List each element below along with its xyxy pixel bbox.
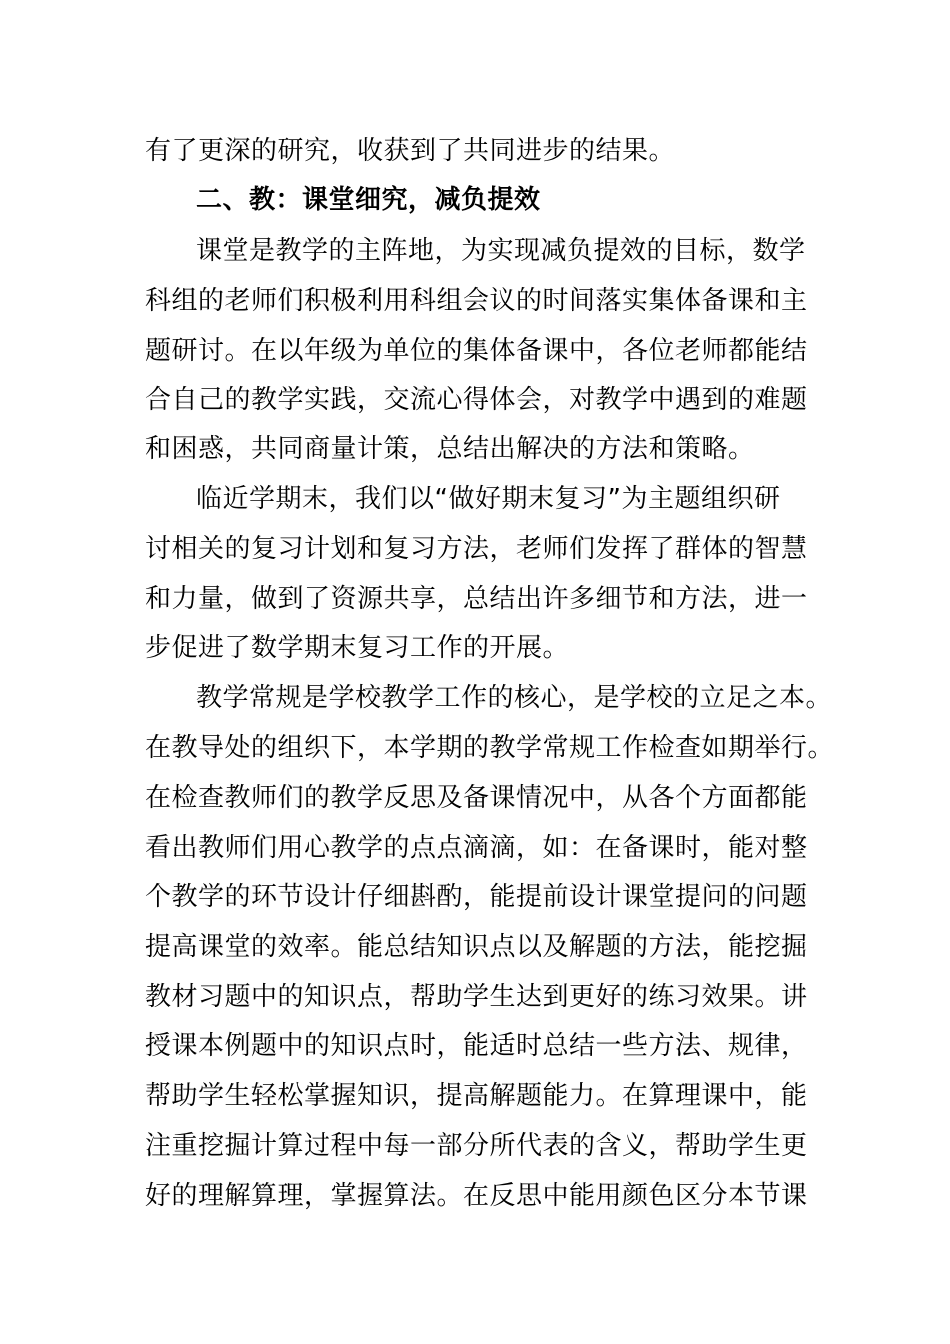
paragraph-line: 教学常规是学校教学工作的核心，是学校的立足之本。 — [196, 683, 833, 713]
paragraph-line: 科组的老师们积极利用科组会议的时间落实集体备课和主 — [145, 286, 808, 316]
paragraph-line: 提高课堂的效率。能总结知识点以及解题的方法，能挖掘 — [145, 932, 808, 962]
paragraph-line: 在检查教师们的教学反思及备课情况中，从各个方面都能 — [145, 783, 808, 813]
paragraph-line: 授课本例题中的知识点时，能适时总结一些方法、规律， — [145, 1031, 808, 1061]
paragraph-line: 帮助学生轻松掌握知识，提高解题能力。在算理课中，能 — [145, 1081, 808, 1111]
paragraph-line: 看出教师们用心教学的点点滴滴，如：在备课时，能对整 — [145, 833, 808, 863]
paragraph-line: 和困惑，共同商量计策，总结出解决的方法和策略。 — [145, 434, 755, 464]
paragraph-line: 临近学期末，我们以“做好期末复习”为主题组织研 — [196, 484, 781, 514]
paragraph-line: 好的理解算理，掌握算法。在反思中能用颜色区分本节课 — [145, 1181, 808, 1211]
paragraph-line: 和力量，做到了资源共享，总结出许多细节和方法，进一 — [145, 584, 808, 614]
paragraph-line: 题研讨。在以年级为单位的集体备课中，各位老师都能结 — [145, 336, 808, 366]
section-heading: 二、教：课堂细究，减负提效 — [196, 185, 541, 215]
paragraph-line: 讨相关的复习计划和复习方法，老师们发挥了群体的智慧 — [145, 534, 808, 564]
paragraph-line: 注重挖掘计算过程中每一部分所代表的含义，帮助学生更 — [145, 1131, 808, 1161]
paragraph-line: 合自己的教学实践，交流心得体会，对教学中遇到的难题 — [145, 385, 808, 415]
paragraph-line: 教材习题中的知识点，帮助学生达到更好的练习效果。讲 — [145, 982, 808, 1012]
paragraph-line: 有了更深的研究，收获到了共同进步的结果。 — [145, 136, 676, 166]
paragraph-line: 在教导处的组织下，本学期的教学常规工作检查如期举行。 — [145, 733, 835, 763]
paragraph-line: 个教学的环节设计仔细斟酌，能提前设计课堂提问的问题 — [145, 882, 808, 912]
paragraph-line: 课堂是教学的主阵地，为实现减负提效的目标，数学 — [196, 236, 806, 266]
paragraph-line: 步促进了数学期末复习工作的开展。 — [145, 633, 570, 663]
